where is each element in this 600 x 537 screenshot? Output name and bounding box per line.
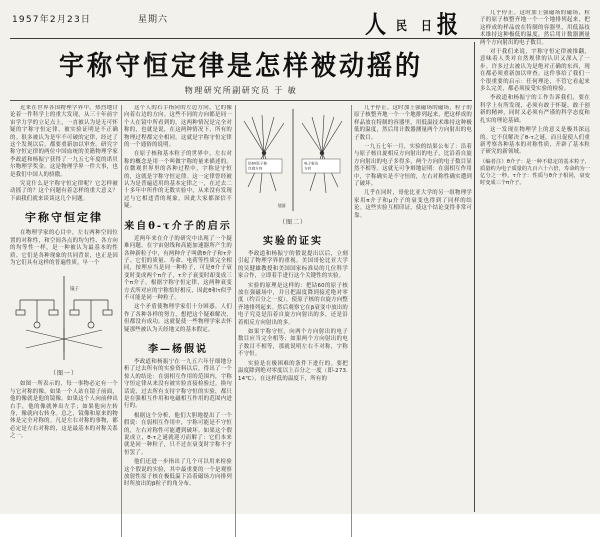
main-article-area: [10, 42, 472, 512]
paragraph: 他们还进一步指出了几个可以用来检验这个假说的实验，其中最重要的一个是观察放射性原子核在极低温下沿着磁场方向排列时所放出的β粒子的角分布。: [124, 459, 232, 488]
newspaper-logo: [365, 6, 468, 41]
masthead-date: 1957年2月23日: [12, 15, 92, 25]
figure-1-mirror-label: 镜子: [70, 287, 79, 293]
article-column-right: [480, 10, 590, 512]
logo-char-end: 报: [436, 9, 468, 39]
article-byline: 物理研究所副研究员 于 敏: [184, 86, 298, 95]
paragraph: 实验是在极困难的条件下进行的。要把温度降到绝对零度以上百分之一度（即-273.14℃），在这样低的温度下，所有的: [238, 360, 348, 382]
headline-divider: [10, 100, 472, 101]
article-column-4: [354, 105, 472, 537]
editor-note: （编者注）θ介子：是一种不稳定的基本粒子，质量约为电子质量的九百六十六倍，寿命约为一亿分之一秒。τ介子：性质与θ介子相同，衰变时变成三个π介子。: [480, 158, 590, 186]
column-divider-1: [121, 105, 122, 537]
article-columns: [10, 105, 472, 537]
section-heading-1: 宇称守恒定律: [25, 211, 103, 225]
article-column-1: [10, 105, 118, 537]
page-title: 宇称守恒定律是怎样被动摇的: [58, 49, 423, 82]
section-heading-2: 来自θ-τ介子的启示: [124, 220, 232, 232]
figure-2-right-label: 电子射出: [304, 161, 319, 166]
paragraph: 这个人的右手指向的左边方向，它的像向着右边的方向。这些不同的方向都是同一个人在镜中所看到的。这两种情况是完全对称的，也就是说，在这两种情况下，所有的物理过程都完全相同。这就是宇称守恒定律的一个通俗的说明。: [124, 105, 232, 149]
paragraph: 近两年来在介子的研究中出现了一个疑难问题。在宇宙射线和高能加速器所产生的各种新粒子中，有两种介子叫做θ介子和τ介子。它们的质量、寿命、电荷等性质完全相同，按理应当是同一种粒子，可是θ介子衰变时变成两个π介子，τ介子衰变时却变成三个π介子。根据宇称守恒定律，这两种衰变方式所对应的宇称恰好相反，因此θ和τ似乎不可能是同一种粒子。: [124, 235, 232, 301]
section-heading-3: 李—杨假说: [148, 343, 208, 355]
paragraph: 实验的原理是这样的：把钴60的原子核放在强磁场中，并且把温度降到接近绝对零度（约百分之一度），使原子核的自旋方向整齐地排列起来。然后观察它在β衰变中放出的电子究竟是沿着自旋方向射出的多，还是沿着相反方向射出的多。: [238, 282, 348, 326]
paragraph: 这一发现在物理学上的意义是极其深远的。它不仅解决了θ-τ之谜，而且促使人们重新考察各种基本的对称性质，开辟了基本粒子研究的新领域。: [480, 127, 590, 156]
paragraph: 近来在世界各国物理学界中，热烈地讨论着一件科学上的重大发现，从三十年前宇宙学力学的立足点上，一直被认为是无可怀疑的宇称守恒定律，被实验证明是不正确的。很多被认为是牢不可破的定律，经过了这个发现以后，都要重新加以审查。研究宇称守恒定律的两位中国血统的美籍物理学家李政道和杨振宁获得了一九五七年度的诺贝尔物理学奖金。这是物理学界一件大事，也是我们中国人的骄傲。: [10, 105, 118, 178]
paragraph: 根据这个分析，他们大胆地提出了一个假说：在弱相互作用中，宇称可能是不守恒的，左右对称性可能遭到破坏。如果这个假说成立，θ-τ之谜就迎刃而解了：它们本来就是同一种粒子，只不过在衰变时宇称不守恒罢了。: [124, 412, 232, 456]
paragraph: 如图一所表示的，每一事物必定有一个与它对称的像，如果一个人站在镜子前面，他的像就是他的镜像。如果这个人向前伸出右手，他的像就伸出左手；如果他向左转身，像就向右转身。总之，镜像和原来的物体是完全对称的。凡是左右对称的事物，都必定是左右对称的，这是最基本的对称关系之一。: [10, 381, 118, 440]
main-right-divider: [474, 42, 475, 512]
figure-2-drawing: [238, 107, 348, 215]
figure-2-left-label: 钴60原子核: [248, 161, 267, 166]
paragraph: 在物理学家的心目中，左右两种空间位置的对称性，和空间各点的均匀性、各方向的均等性一样，是一种被认为最基本的性质。它们是各种现象的共同背景，也正是因为它们具有这样的普遍性质，早一个: [10, 230, 118, 266]
figure-1: [10, 270, 118, 366]
figure-2: [238, 107, 348, 215]
figure-2-caption: （图二）: [278, 219, 307, 226]
article-column-2: [124, 105, 232, 537]
paragraph: 在原子核和基本粒子的世界中，左右对称的概念是用一个叫做宇称的量来描述的。在微观世界里的各种过程中，宇称是守恒的，这就是宇称守恒定律。这一定律曾经被认为是普遍适用的基本定律之一，在过去二十多年中所作的无数实验中，从来没有发现过与它相违背的现象，因此大家都深信不疑。: [124, 151, 232, 210]
logo-char-1: 人: [365, 9, 396, 39]
column-divider-3: [351, 105, 352, 537]
figure-2-mirror-label: 镜面: [278, 203, 286, 208]
svg-text:自旋方向: 自旋方向: [248, 166, 263, 171]
paragraph: 李政道和杨振宁的工作告诉我们，要在科学上有所发现，必须有敢于怀疑、敢于创新的精神，同时又必须有严谨的科学态度和扎实的理论基础。: [480, 95, 590, 124]
section-heading-4: 实验的证实: [263, 236, 323, 247]
paragraph: 究竟什么是宇称守恒定律呢？它怎样被动摇了的？这个问题有着怎样的重大意义？下面我们就来谈谈这几个问题。: [10, 181, 118, 202]
column-divider-2: [235, 105, 236, 537]
paragraph: 李政道和杨振宁在一九五六年仔细地分析了过去所有的实验资料以后，得出了一个惊人的结论：在弱相互作用的范围内，宇称守恒定律从来没有被实验直接检验过。换句话说，过去所有支持宇称守恒的实验，都只是在强相互作用和电磁相互作用的范围内进行的。: [124, 358, 232, 410]
paragraph: 对于我们来说，宇称守恒定律被推翻，意味着人类对自然规律的认识又深入了一步。许多过去被认为是绝对正确的东西，现在都必须重新加以审查。这件事给了我们一个很重要的启示：任何理论，不管它看起来多么完美，都必须接受实验的检验。: [480, 49, 590, 93]
paragraph: 如果宇称守恒，向两个方向射出的电子数目应当完全相等；如果两个方向射出的电子数目不相等，那就说明左右不对称，宇称不守恒。: [238, 329, 348, 358]
paragraph: 李政道和杨振宁的假说提出以后，立刻引起了物理学界的重视。美国哥伦比亚大学的吴健雄教授和美国国家标准局的几位科学家合作，立即着手进行这个关键性的实验。: [238, 251, 348, 280]
figure-1-drawing: [10, 270, 118, 366]
article-column-3: [238, 105, 348, 537]
paragraph: 这个矛盾使物理学家们十分困惑。人们作了各种各样的努力，想把这个疑难解决，但都没有成功。这就促使一些物理学家去怀疑那些被认为天经地义的基本假定。: [124, 304, 232, 333]
paragraph: 几乎停止。这时加上强磁场的磁场，粒子的原子核整齐地一个一个地排列起来，把这样成的样品放在特制的容器里，用低温技术维持这种极低的温度，然后用计数器测量两个方向射出的电子数目。: [354, 105, 472, 141]
paragraph: 几乎停止。这时加上强磁场的磁场，粒子的原子核整齐地一个一个地排列起来，把这样成的样品放在特制的容器里，用低温技术维持这种极低的温度，然后用计数器测量两个方向射出的电子数目。: [480, 10, 590, 46]
masthead-weekday: 星期六: [138, 15, 169, 25]
figure-1-caption: （图一）: [49, 370, 78, 378]
paragraph: 一九五七年一月，实验的结果公布了：沿着与原子核自旋相反方向射出的电子，比沿着自旋方向射出的电子多得多，两个方向的电子数目显然不相等。这就无可争辩地证明：在弱相互作用中，宇称确实是不守恒的，左右对称性确实遭到了破坏。: [354, 144, 472, 188]
paragraph: 几乎在同时，哥伦比亚大学的另一组物理学家用π介子和μ介子的衰变也得到了同样的结论。这些实验互相印证，使这个结论变得非常可靠。: [354, 190, 472, 219]
svg-text:方向: 方向: [304, 166, 312, 171]
logo-chars-mid: 民 日: [396, 18, 437, 34]
